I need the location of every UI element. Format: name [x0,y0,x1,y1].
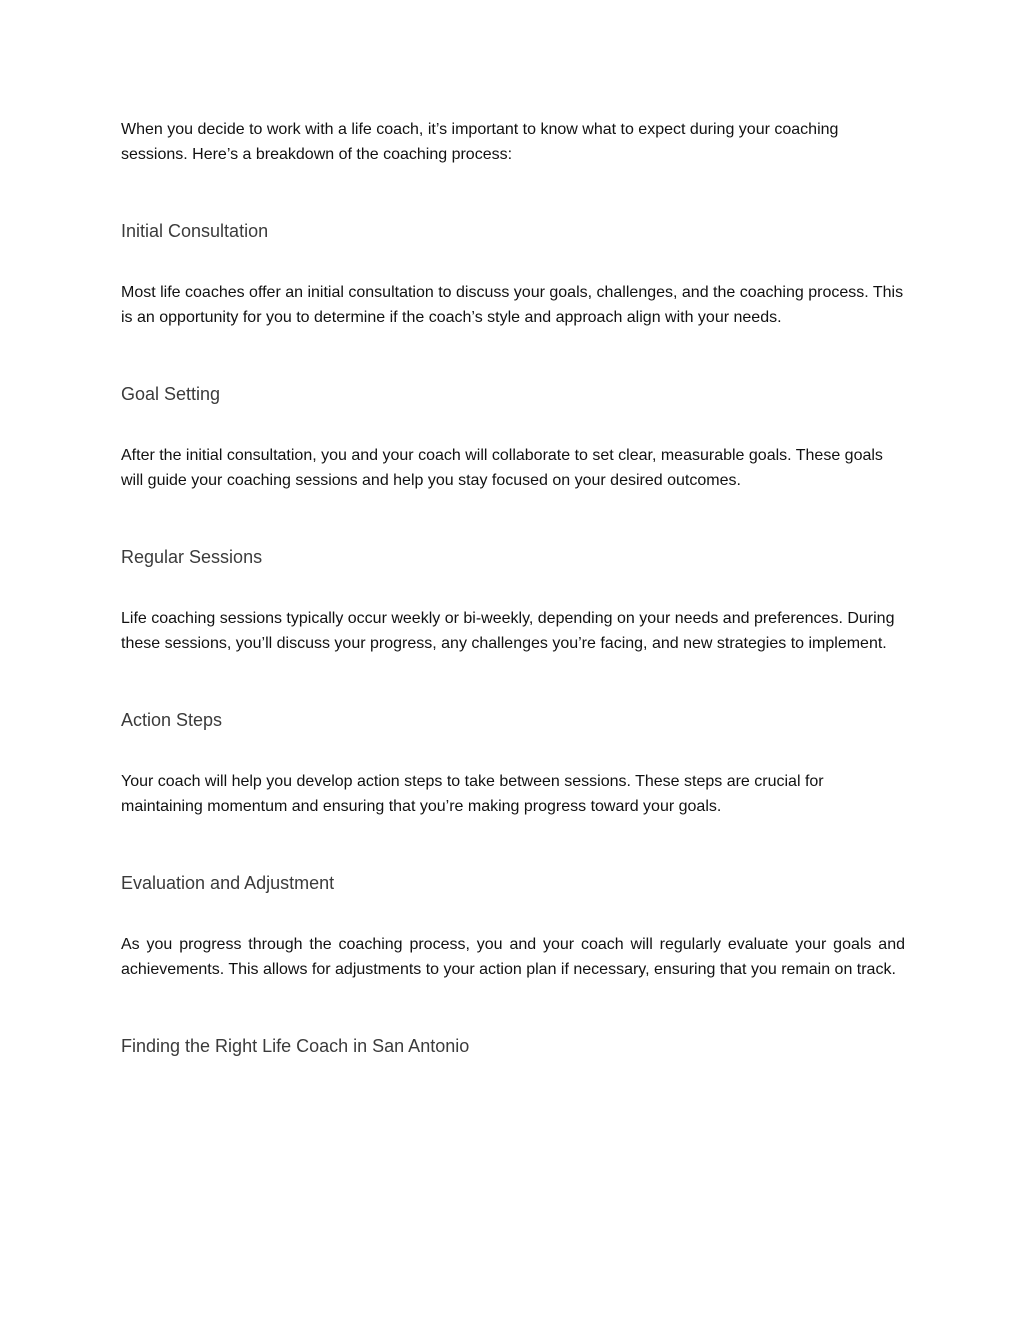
heading-finding-right-life-coach: Finding the Right Life Coach in San Antonio [121,1036,470,1056]
heading-goal-setting: Goal Setting [121,384,221,404]
heading-regular-sessions: Regular Sessions [121,547,263,567]
intro-paragraph: When you decide to work with a life coach, it’s important to know what to expect during your coaching sessions. Here’s a breakdown of the coaching process: [121,121,839,163]
document-content [121,118,905,1058]
paragraph-evaluation-and-adjustment: As you progress through the coaching process, you and your coach will regularly evaluate your goals and achievements. This allows for adjustments to your action plan if necessary, ensuring that you remain on track. [121,936,905,978]
paragraph-initial-consultation: Most life coaches offer an initial consultation to discuss your goals, challenges, and the coaching process. This is an opportunity for you to determine if the coach’s style and approach align with your needs. [121,284,904,326]
heading-initial-consultation: Initial Consultation [121,221,269,241]
heading-evaluation-and-adjustment: Evaluation and Adjustment [121,873,335,893]
paragraph-goal-setting: After the initial consultation, you and your coach will collaborate to set clear, measurable goals. These goals will guide your coaching sessions and help you stay focused on your desired outcomes. [121,447,883,489]
paragraph-regular-sessions: Life coaching sessions typically occur weekly or bi-weekly, depending on your needs and preferences. During these sessions, you’ll discuss your progress, any challenges you’re facing, and new strategies to implement. [121,610,895,652]
heading-action-steps: Action Steps [121,710,223,730]
paragraph-action-steps: Your coach will help you develop action steps to take between sessions. These steps are crucial for maintaining momentum and ensuring that you’re making progress toward your goals. [121,773,824,815]
